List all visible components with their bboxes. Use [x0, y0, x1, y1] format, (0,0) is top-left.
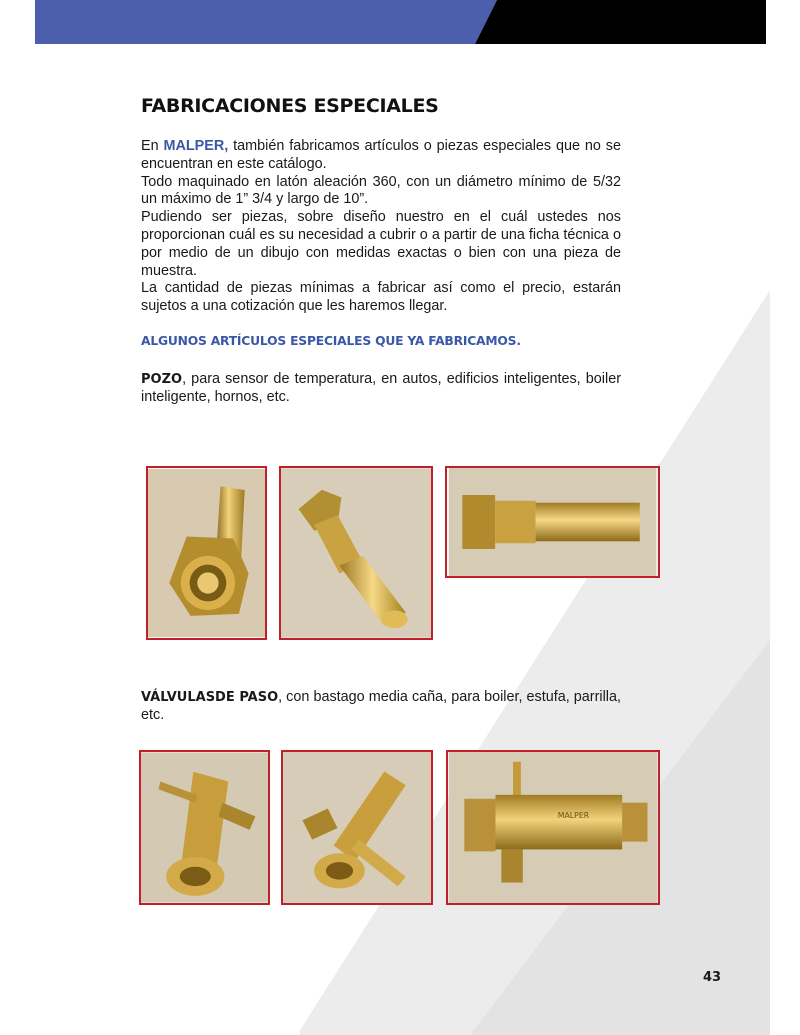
- item-pozo-description: [141, 371, 621, 407]
- design-paragraph: Pudiendo ser piezas, sobre diseño nuestro en el cuál ustedes nos proporcionan cuál es su necesidad a cubrir o a partir de una ficha técnica o por medio de un dibujo con medidas exactas o bien con una pieza de muestra.: [141, 209, 621, 279]
- brand-name: MALPER,: [163, 138, 229, 154]
- item-text: , con bastago media caña, para boiler, estufa, parrilla, etc.: [141, 689, 621, 723]
- item-name: VÁLVULASDE PASO: [141, 690, 279, 705]
- brass-well-fitting-icon: [281, 468, 431, 638]
- valve-photo-2: [281, 750, 433, 905]
- intro-paragraph: [141, 138, 621, 174]
- intro-rest: también fabricamos artículos o piezas especiales que no se encuentran en este catálogo.: [141, 138, 621, 172]
- brass-well-fitting-icon: [148, 468, 265, 638]
- item-valvulas-description: [141, 689, 621, 725]
- pozo-photo-2: [279, 466, 433, 640]
- header-band: [0, 0, 800, 44]
- item-name: POZO: [141, 372, 183, 387]
- pozo-photo-3: [445, 466, 660, 578]
- brass-valve-icon: [448, 752, 658, 903]
- brass-valve-icon: [283, 752, 431, 903]
- subheading: ALGUNOS ARTÍCULOS ESPECIALES QUE YA FABRICAMOS.: [141, 334, 521, 348]
- valve-photo-1: [139, 750, 270, 905]
- pozo-photo-1: [146, 466, 267, 640]
- page-title: FABRICACIONES ESPECIALES: [141, 95, 439, 117]
- quote-paragraph: La cantidad de piezas mínimas a fabricar así como el precio, estarán sujetos a una cotización que les haremos llegar.: [141, 280, 621, 315]
- valve-engraving: MALPER: [557, 811, 590, 821]
- material-paragraph: Todo maquinado en latón aleación 360, con un diámetro mínimo de 5/32 un máximo de 1” 3/4 y largo de 10”.: [141, 173, 621, 208]
- main-content: [141, 95, 621, 316]
- valve-photo-3: [446, 750, 660, 905]
- item-text: , para sensor de temperatura, en autos, edificios inteligentes, boiler inteligente, hornos, etc.: [141, 371, 621, 405]
- brass-valve-icon: [141, 752, 268, 903]
- brass-well-fitting-icon: [447, 468, 658, 576]
- page-number: 43: [703, 970, 722, 985]
- intro-prefix: En: [141, 138, 164, 154]
